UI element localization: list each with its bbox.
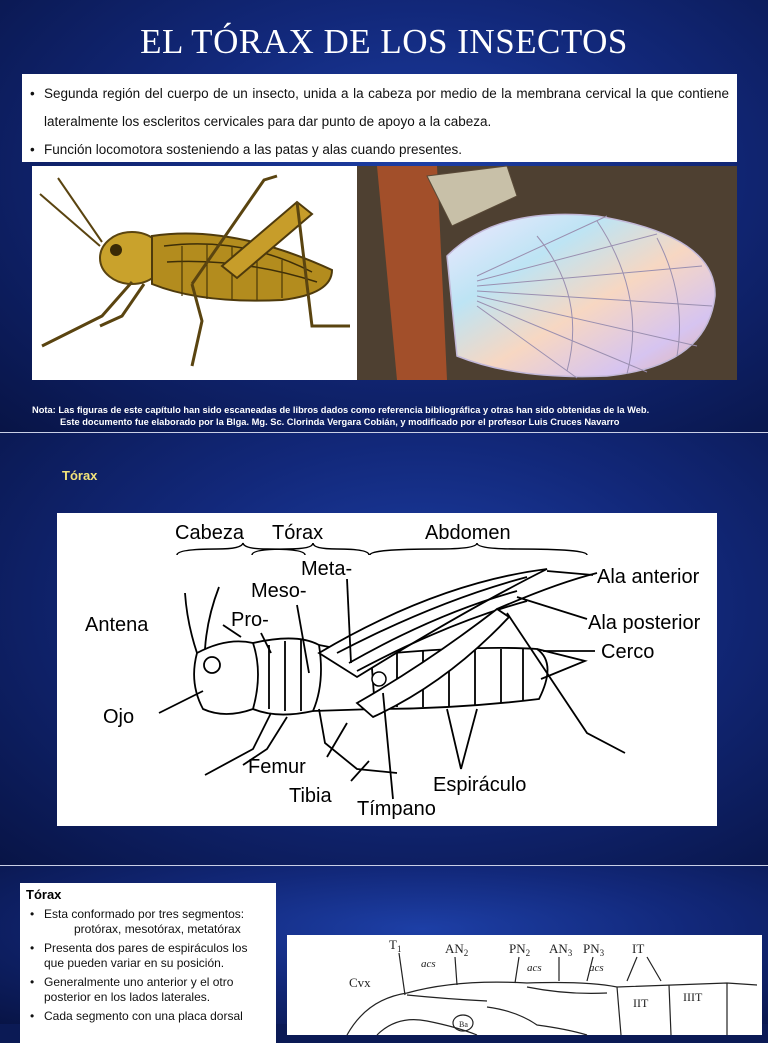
label-pn2: $PN_2$	[509, 941, 531, 958]
grasshopper-diagram	[57, 513, 717, 826]
photo-strip	[32, 166, 737, 380]
bullet-item: • Segunda región del cuerpo de un insecto, unida a la cabeza por medio de la membrana cervical la que contiene lateralmente los escleritos cervicales para dar punto de apoyo a la cabeza.	[30, 80, 729, 136]
insect-wing-photo	[357, 166, 737, 380]
label-cabeza: Cabeza	[175, 522, 244, 544]
label-it: IT	[632, 941, 645, 956]
bullet-item: • Presenta dos pares de espiráculos los que pueden variar en su posición.	[26, 941, 270, 971]
label-pn3: $PN_3$	[583, 941, 605, 958]
label-cvx: Cvx	[349, 975, 371, 990]
label-iit: IIT	[633, 996, 649, 1010]
slide-2	[0, 433, 768, 865]
label-an2: $AN_2$	[445, 941, 469, 958]
section-heading: Tórax	[62, 468, 98, 483]
torax-text-box	[20, 883, 276, 1043]
label-ala-posterior: Ala posterior	[588, 612, 701, 634]
label-acs: acs	[527, 962, 542, 974]
bullet-item: • Esta conformado por tres segmentos: protórax, mesotórax, metatórax	[26, 907, 270, 937]
label-ala-anterior: Ala anterior	[597, 566, 700, 588]
source-note-line1: Nota: Las figuras de este capítulo han sido escaneadas de libros dados como referencia bibliográfica y otras han sido obtenidas de la Web.	[32, 405, 650, 415]
slide-3	[0, 866, 768, 1029]
slide-title: EL TÓRAX DE LOS INSECTOS	[140, 22, 628, 61]
label-femur: Femur	[248, 756, 306, 778]
label-an3: $AN_3$	[549, 941, 573, 958]
label-meta: Meta-	[301, 558, 353, 580]
label-espiraculo: Espiráculo	[433, 774, 527, 796]
label-ba: Ba	[459, 1020, 468, 1029]
label-t1: $T_1$	[389, 937, 402, 954]
grasshopper-photo	[32, 166, 357, 380]
label-timpano: Tímpano	[357, 798, 436, 820]
source-note-line2: Este documento fue elaborado por la Blga. Mg. Sc. Clorinda Vergara Cobián, y modificado por el profesor Luis Cruces Navarro	[60, 417, 620, 427]
label-torax: Tórax	[272, 522, 324, 544]
label-abdomen: Abdomen	[425, 522, 511, 544]
label-ojo: Ojo	[103, 706, 135, 728]
thorax-sclerite-diagram	[287, 935, 762, 1035]
source-note	[32, 404, 649, 428]
bullet-item: • Función locomotora sosteniendo a las patas y alas cuando presentes.	[30, 136, 729, 164]
bullet-item: • Generalmente uno anterior y el otro posterior en los lados laterales.	[26, 975, 270, 1005]
slide-1	[0, 0, 768, 432]
label-pro: Pro-	[231, 609, 269, 631]
label-antena: Antena	[85, 614, 149, 636]
label-iiit: IIIT	[683, 990, 703, 1004]
label-acs: acs	[421, 958, 436, 970]
label-tibia: Tibia	[289, 785, 332, 807]
label-cerco: Cerco	[601, 641, 655, 663]
label-acs: acs	[589, 962, 604, 974]
intro-text-box	[22, 74, 737, 162]
bullet-subtext: protórax, mesotórax, metatórax	[74, 922, 241, 936]
label-meso: Meso-	[251, 580, 307, 602]
bullet-item: • Cada segmento con una placa dorsal	[26, 1009, 270, 1024]
section-heading: Tórax	[26, 887, 62, 902]
